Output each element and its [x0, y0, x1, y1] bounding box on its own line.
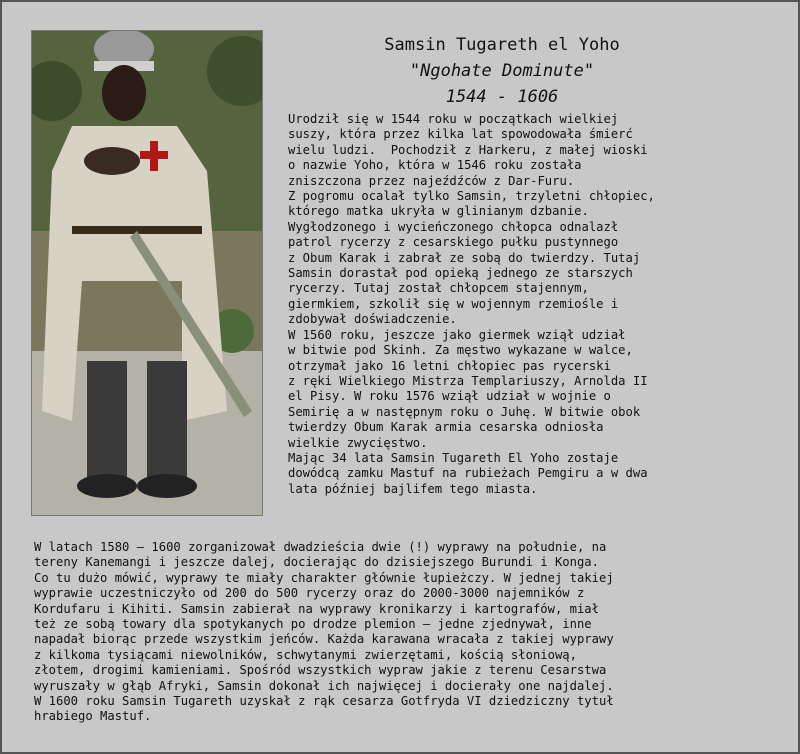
text-line: giermkiem, szkolił się w wojennym rzemiośle i: [288, 296, 619, 311]
text-line: W latach 1580 – 1600 zorganizował dwadzieścia dwie (!) wyprawy na południe, na: [34, 540, 607, 554]
knight-illustration: [32, 31, 262, 515]
text-line: tereny Kanemangi i jeszcze dalej, docierając do dzisiejszego Burundi i Konga.: [34, 555, 599, 570]
text-line: hrabiego Mastuf.: [34, 709, 152, 724]
text-line: twierdzy Obum Karak armia cesarska odniosła: [288, 420, 604, 435]
knight-portrait-image: [31, 30, 263, 516]
person-years: 1544 - 1606: [445, 87, 559, 107]
text-line: o nazwie Yoho, która w 1546 roku została: [288, 158, 582, 173]
person-nickname: "Ngohate Dominute": [409, 61, 595, 81]
text-line: z Obum Karak i zabrał ze sobą do twierdzy. Tutaj: [288, 250, 641, 265]
text-line: złotem, drogimi kamieniami. Spośród wszystkich wypraw jakie z terenu Cesarstwa: [34, 663, 607, 678]
text-line: wielu ludzi. Pochodził z Harkeru, z małej wioski: [288, 142, 648, 157]
text-line: też ze sobą towary dla spotykanych po drodze plemion – jedne zjednywał, inne: [34, 617, 592, 632]
text-line: Wygłodzonego i wycieńczonego chłopca odnalazł: [288, 219, 619, 234]
text-line: napadał biorąc przede wszystkim jeńców. Każda karawana wracała z takiej wyprawy: [34, 632, 614, 647]
text-line: el Pisy. W roku 1576 wziął udział w wojnie o: [288, 389, 611, 404]
text-line: otrzymał jako 16 letni chłopiec pas rycerski: [288, 358, 611, 373]
title-block: [302, 32, 702, 110]
biography-bottom: [34, 540, 614, 725]
text-line: z ręki Wielkiego Mistrza Templariuszy, Arnolda II: [288, 373, 648, 388]
biography-right-column: [288, 112, 655, 497]
text-line: wyruszały w głąb Afryki, Samsin dokonał ich najwięcej i docierały one najdalej.: [34, 678, 614, 693]
text-line: Z pogromu ocalał tylko Samsin, trzyletni chłopiec,: [288, 189, 655, 204]
text-line: z kilkoma tysiącami niewolników, schwytanymi zwierzętami, kością słoniową,: [34, 647, 577, 662]
text-line: Mając 34 lata Samsin Tugareth El Yoho zostaje: [288, 450, 619, 465]
text-line: Kordufaru i Kihiti. Samsin zabierał na wyprawy kronikarzy i kartografów, miał: [34, 601, 599, 616]
text-line: w bitwie pod Skinh. Za męstwo wykazane w walce,: [288, 343, 633, 358]
text-line: dowódcą zamku Mastuf na rubieżach Pemgiru a w dwa: [288, 466, 648, 481]
text-line: Co tu dużo mówić, wyprawy te miały charakter głównie łupieżczy. W jednej takiej: [34, 570, 614, 585]
text-line: którego matka ukryła w glinianym dzbanie.: [288, 204, 589, 219]
text-line: patrol rycerzy z cesarskiego pułku pustynnego: [288, 235, 619, 250]
text-line: rycerzy. Tutaj został chłopcem stajennym,: [288, 281, 589, 296]
text-line: W 1600 roku Samsin Tugareth uzyskał z rąk cesarza Gotfryda VI dziedziczny tytuł: [34, 694, 614, 709]
text-line: W 1560 roku, jeszcze jako giermek wziął udział: [288, 327, 626, 342]
text-line: Samsin dorastał pod opieką jednego ze starszych: [288, 266, 633, 281]
text-line: zdobywał doświadczenie.: [288, 312, 457, 327]
text-line: lata później bajlifem tego miasta.: [288, 481, 538, 496]
text-line: suszy, która przez kilka lat spowodowała śmierć: [288, 127, 633, 142]
text-line: zniszczona przez najeźdźców z Dar-Furu.: [288, 173, 575, 188]
person-name: Samsin Tugareth el Yoho: [384, 35, 620, 55]
text-line: wyprawie uczestniczyło od 200 do 500 rycerzy oraz do 2000-3000 najemników z: [34, 586, 585, 601]
text-line: Urodził się w 1544 roku w początkach wielkiej: [288, 112, 619, 126]
text-line: wielkie zwycięstwo.: [288, 435, 428, 450]
text-line: Semirię a w następnym roku o Juhę. W bitwie obok: [288, 404, 641, 419]
